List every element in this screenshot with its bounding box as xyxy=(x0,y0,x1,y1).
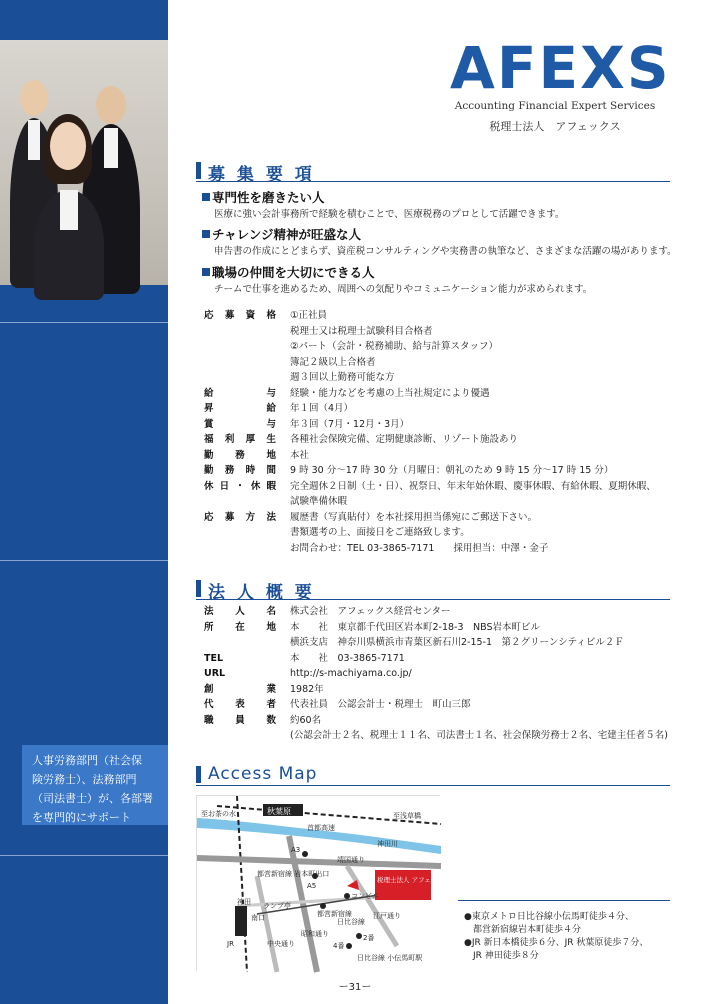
info-value: 年１回（4月） xyxy=(290,403,354,414)
map-label-kodenma: 日比谷線 小伝馬町駅 xyxy=(357,954,423,962)
square-bullet-icon xyxy=(202,230,210,238)
info-value: 税理士又は税理士試験科目合格者 xyxy=(290,325,433,337)
kanda-station xyxy=(235,906,247,936)
map-label-jr: JR xyxy=(227,940,234,948)
map-label-office: 税理士法人 アフェックス NBS岩本町ビル xyxy=(377,876,499,884)
conv-marker xyxy=(344,893,350,899)
info-value: 簿記２級以上合格者 xyxy=(290,356,376,368)
info-value: 代表社員 公認会計士・税理士 町山三郎 xyxy=(290,699,471,710)
info-value: 約60名 xyxy=(290,714,322,726)
exit-2 xyxy=(356,933,362,939)
point-title: 専門性を磨きたい人 xyxy=(202,188,325,206)
sidebar-divider xyxy=(0,560,168,561)
info-value: 株式会社 アフェックス経営センター xyxy=(290,606,451,617)
heading-bar xyxy=(196,580,201,597)
info-value: ①正社員 xyxy=(290,310,328,321)
shirt xyxy=(104,128,118,168)
info-label: 創業 xyxy=(204,683,276,695)
info-label: 昇給 xyxy=(204,403,276,414)
info-value: http://s-machiyama.co.jp/ xyxy=(290,668,412,679)
staff-head-3 xyxy=(50,122,86,170)
map-label-a5: A5 xyxy=(307,882,317,890)
info-value: 横浜支店 神奈川県横浜市青葉区新石川2-15-1 第２グリーンシティビル２Ｆ xyxy=(290,637,624,648)
info-label: 福利厚生 xyxy=(204,434,276,445)
access-heading-text: Access Map xyxy=(208,764,318,784)
map-label-iwamotocho-exit: 都営新宿線 岩本町出口 xyxy=(257,870,330,878)
exit-a3 xyxy=(302,851,308,857)
info-value: 経験・能力などを考慮の上当社規定により優遇 xyxy=(290,387,490,399)
access-heading xyxy=(196,764,670,786)
access-map xyxy=(196,795,499,971)
shirt xyxy=(28,120,40,160)
info-value: お問合わせ：TEL 03-3865-7171 採用担当：中澤・金子 xyxy=(290,542,549,554)
company-heading xyxy=(196,578,670,603)
access-line: ●JR 新日本橋徒歩６分、JR 秋葉原徒歩７分、 xyxy=(464,938,649,948)
map-label-yasukuni: 靖国通り xyxy=(337,856,365,864)
staff-photo xyxy=(0,40,168,285)
map-label-lamp: ランプ亭 xyxy=(263,902,291,910)
support-note-line: 険労務士）、法務部門 xyxy=(32,773,137,786)
info-value: 本社 xyxy=(290,449,310,461)
sidebar-divider xyxy=(0,322,168,323)
square-bullet-icon xyxy=(202,193,210,201)
lamp-marker xyxy=(320,903,326,909)
map-drawing xyxy=(197,796,499,972)
map-label-conv: コンビニ xyxy=(351,892,379,900)
logo-japanese-name: 税理士法人 アフェックス xyxy=(489,120,621,133)
heading-bar xyxy=(196,766,201,783)
support-note-line: を専門的にサポート xyxy=(32,811,131,824)
map-label-akihabara: 秋葉原 xyxy=(267,807,291,816)
info-value: (公認会計士２名、税理士１１名、司法書士１名、社会保険労務士２名、宅建主任者５名) xyxy=(290,730,668,741)
access-line: JR 神田徒歩８分 xyxy=(464,951,539,961)
staff-head-2 xyxy=(96,86,126,124)
info-value: 各種社会保険完備、定期健康診断、リゾート施設あり xyxy=(290,434,519,445)
info-value: 履歴書（写真貼付）を本社採用担当係宛にご郵送下さい。 xyxy=(290,511,538,523)
logo-subtitle: Accounting Financial Expert Services xyxy=(454,100,656,112)
info-value: 1982年 xyxy=(290,683,324,695)
info-label: 職員数 xyxy=(204,714,276,726)
point-description: 申告書の作成にとどまらず、資産税コンサルティングや実務書の執筆など、さまざまな活躍の場があります。 xyxy=(214,246,677,257)
info-label: TEL xyxy=(204,652,224,664)
info-label: 法人名 xyxy=(204,606,276,617)
info-value: ②パート（会計・税務補助、給与計算スタッフ） xyxy=(290,341,499,352)
info-value: 書類選考の上、面接日をご連絡致します。 xyxy=(290,527,470,538)
info-label: 所在地 xyxy=(204,621,276,633)
info-value: 週３回以上勤務可能な方 xyxy=(290,372,395,383)
support-note-line: 人事労務部門（社会保 xyxy=(32,754,142,767)
logo-mark: AFEXS xyxy=(450,34,671,102)
recruit-heading-text: 募 集 要 項 xyxy=(208,165,315,185)
sidebar-divider xyxy=(0,855,168,856)
map-label-ochanomizu: 至お茶の水 xyxy=(201,810,236,818)
map-label-a3: A3 xyxy=(291,846,301,854)
info-value: 完全週休２日制（土・日）、祝祭日、年末年始休暇、慶事休暇、有給休暇、夏期休暇、 xyxy=(290,480,656,492)
info-label: 応募方法 xyxy=(204,511,276,523)
info-label: 賞与 xyxy=(204,418,276,430)
staff-head-1 xyxy=(20,80,48,116)
point-description: 医療に強い会計事務所で経験を積むことで、医療税務のプロとして活躍できます。 xyxy=(214,209,565,220)
info-label: 休日・休暇 xyxy=(204,480,276,492)
map-label-hibiya: 日比谷線 xyxy=(337,918,365,926)
support-note-line: （司法書士）が、各部署 xyxy=(32,792,153,805)
square-bullet-icon xyxy=(202,268,210,276)
map-label-edo: 江戸通り xyxy=(373,912,401,920)
info-label: 勤務時間 xyxy=(204,465,276,476)
info-value: 本 社 03-3865-7171 xyxy=(290,652,405,664)
map-label-shinjuku-line: 都営新宿線 xyxy=(317,910,352,918)
map-label-kanda: 神田 xyxy=(237,898,251,906)
company-logo xyxy=(450,34,671,138)
info-label: URL xyxy=(204,668,226,679)
left-sidebar xyxy=(0,0,168,1004)
shirt xyxy=(60,190,78,230)
map-label-chuo: 中央通り xyxy=(267,940,295,948)
heading-bar xyxy=(196,162,201,179)
info-label: 勤務地 xyxy=(204,449,276,461)
company-heading-text: 法 人 概 要 xyxy=(208,583,315,603)
map-label-exit4: 4番 xyxy=(333,942,345,950)
page-number: ー31ー xyxy=(338,982,372,993)
recruit-heading xyxy=(196,160,670,185)
exit-4 xyxy=(346,943,352,949)
map-label-showa: 昭和通り xyxy=(301,930,329,938)
map-label-asakusabashi: 至浅草橋 xyxy=(393,812,421,820)
point-title: チャレンジ精神が旺盛な人 xyxy=(202,225,361,243)
info-value: 年３回（7月・12月・3月） xyxy=(290,418,410,430)
map-label-exit2: 2番 xyxy=(363,934,375,942)
info-value: 9 時 30 分〜17 時 30 分（月曜日：朝礼のため 9 時 15 分〜17 時 15 分） xyxy=(290,465,614,476)
point-description: チームで仕事を進めるため、周囲への気配りやコミュニケーション能力が求められます。 xyxy=(214,284,593,295)
map-label-kanda-river: 神田川 xyxy=(377,840,398,848)
map-label-minamiguchi: 南口 xyxy=(251,914,265,922)
info-value: 試験準備休暇 xyxy=(290,496,348,507)
access-directions xyxy=(458,900,670,966)
info-label: 代表者 xyxy=(204,699,276,710)
map-label-shuto: 首都高速 xyxy=(307,824,335,832)
office-marker xyxy=(375,870,431,900)
point-title: 職場の仲間を大切にできる人 xyxy=(202,263,375,281)
access-line: ●東京メトロ日比谷線小伝馬町徒歩４分、 xyxy=(464,912,634,922)
support-note xyxy=(22,745,168,825)
info-label: 応募資格 xyxy=(204,310,276,321)
access-line: 都営新宿線岩本町徒歩４分 xyxy=(464,925,582,935)
info-label: 給与 xyxy=(204,387,276,399)
info-value: 本 社 東京都千代田区岩本町2-18-3 NBS岩本町ビル xyxy=(290,621,541,633)
